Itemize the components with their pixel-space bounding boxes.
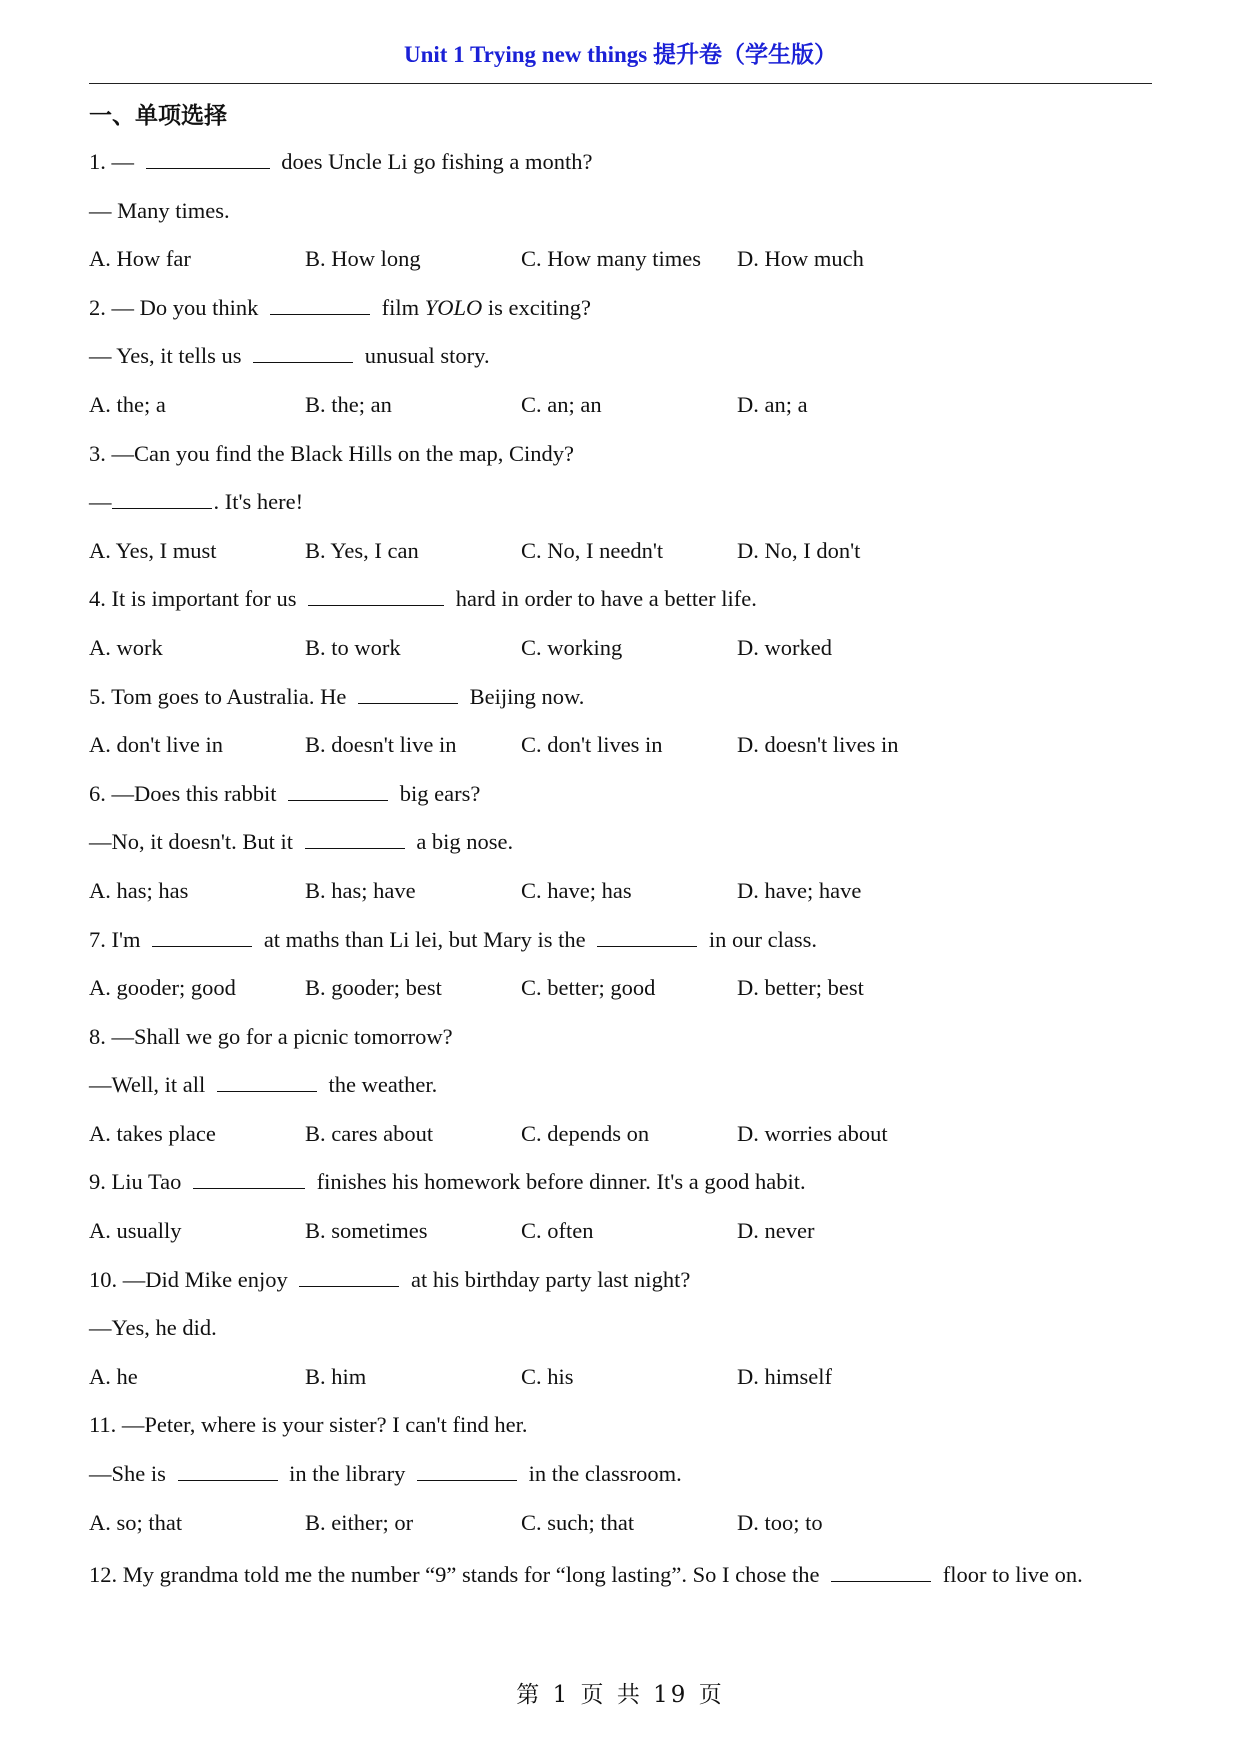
option-c: C. have; has xyxy=(521,877,632,903)
answer-blank xyxy=(308,587,444,606)
option-c: C. often xyxy=(521,1218,594,1244)
option-c: C. his xyxy=(521,1363,574,1389)
question-response-line xyxy=(89,191,1152,240)
option-c: C. No, I needn't xyxy=(521,537,664,563)
question-text: in our class. xyxy=(703,926,817,952)
question-text: does Uncle Li go fishing a month? xyxy=(275,149,593,174)
question-text: 2. — Do you think xyxy=(89,294,265,320)
answer-blank xyxy=(270,296,370,315)
question-text: —Yes, he did. xyxy=(89,1315,217,1341)
options-row xyxy=(89,628,1152,677)
question-text: 8. —Shall we go for a picnic tomorrow? xyxy=(89,1023,453,1049)
answer-blank xyxy=(152,928,252,947)
question-list xyxy=(89,142,1152,1600)
answer-blank xyxy=(358,685,458,704)
option-a: A. has; has xyxy=(89,877,189,903)
option-a: A. work xyxy=(89,634,163,660)
option-a: A. the; a xyxy=(89,391,166,417)
answer-blank xyxy=(299,1268,399,1287)
question-text: 7. I'm xyxy=(89,926,147,952)
option-a: A. takes place xyxy=(89,1120,216,1146)
question-text: a big nose. xyxy=(410,829,514,855)
question-text: finishes his homework before dinner. It's a good habit. xyxy=(311,1169,806,1195)
option-d: D. himself xyxy=(737,1363,832,1389)
page-header-title: Unit 1 Trying new things 提升卷（学生版） xyxy=(403,42,837,67)
question-text: at maths than Li lei, but Mary is the xyxy=(258,926,592,952)
answer-blank xyxy=(112,490,212,509)
question-text: hard in order to have a better life. xyxy=(450,586,757,612)
section-title: 一、单项选择 xyxy=(89,103,227,129)
question-text: Beijing now. xyxy=(463,683,585,709)
option-b: B. either; or xyxy=(305,1509,414,1535)
option-c: C. depends on xyxy=(521,1120,650,1146)
answer-blank xyxy=(178,1462,278,1481)
option-d: D. better; best xyxy=(737,975,864,1001)
option-b: B. gooder; best xyxy=(305,975,442,1001)
answer-blank xyxy=(305,830,405,849)
option-c: C. better; good xyxy=(521,975,656,1001)
options-row xyxy=(89,725,1152,774)
question-response-line xyxy=(89,336,1152,385)
option-b: B. the; an xyxy=(305,391,392,417)
option-b: B. sometimes xyxy=(305,1218,428,1244)
header-divider xyxy=(89,83,1152,84)
option-a: A. Yes, I must xyxy=(89,537,217,563)
italic-title: YOLO xyxy=(424,294,483,320)
question-text: —She is xyxy=(89,1461,172,1487)
options-row xyxy=(89,531,1152,580)
question-text: 10. —Did Mike enjoy xyxy=(89,1266,294,1292)
question-stem-1 xyxy=(89,142,1152,191)
question-stem-8 xyxy=(89,1017,1152,1066)
option-b: B. to work xyxy=(305,634,401,660)
question-text: — Yes, it tells us xyxy=(89,343,248,369)
question-text: floor to live on. xyxy=(937,1562,1083,1588)
question-text: the weather. xyxy=(322,1072,438,1098)
question-text: 9. Liu Tao xyxy=(89,1169,187,1195)
option-b: B. has; have xyxy=(305,877,416,903)
question-text: 6. —Does this rabbit xyxy=(89,780,283,806)
question-text: 1. — xyxy=(89,149,140,174)
answer-blank xyxy=(146,150,270,169)
question-stem-2 xyxy=(89,288,1152,337)
question-text: —No, it doesn't. But it xyxy=(89,829,299,855)
option-b: B. Yes, I can xyxy=(305,537,419,563)
question-text: 4. It is important for us xyxy=(89,586,303,612)
option-d: D. an; a xyxy=(737,391,808,417)
question-stem-6 xyxy=(89,774,1152,823)
option-c: C. How many times xyxy=(521,246,701,272)
question-text: 5. Tom goes to Australia. He xyxy=(89,683,352,709)
question-stem-3 xyxy=(89,434,1152,483)
question-text: —Well, it all xyxy=(89,1072,211,1098)
options-row xyxy=(89,968,1152,1017)
answer-blank xyxy=(253,344,353,363)
answer-blank xyxy=(831,1563,931,1582)
question-text: in the library xyxy=(283,1461,411,1487)
answer-blank xyxy=(597,928,697,947)
page-number: 第 1 页 共 19 页 xyxy=(516,1682,725,1708)
option-d: D. worked xyxy=(737,634,832,660)
question-text: — Many times. xyxy=(89,197,230,223)
question-text: 11. —Peter, where is your sister? I can't find her. xyxy=(89,1412,528,1438)
option-d: D. doesn't lives in xyxy=(737,732,899,758)
question-response-line xyxy=(89,822,1152,871)
options-row xyxy=(89,1357,1152,1406)
option-a: A. gooder; good xyxy=(89,975,236,1001)
option-b: B. How long xyxy=(305,246,421,272)
question-text: 12. My grandma told me the number “9” stands for “long lasting”. So I chose the xyxy=(89,1562,826,1588)
question-text: 3. —Can you find the Black Hills on the map, Cindy? xyxy=(89,440,574,466)
option-b: B. doesn't live in xyxy=(305,732,457,758)
question-response-line xyxy=(89,1454,1152,1503)
options-row xyxy=(89,239,1152,288)
question-text: is exciting? xyxy=(482,294,592,320)
option-a: A. usually xyxy=(89,1218,182,1244)
options-row xyxy=(89,871,1152,920)
option-d: D. How much xyxy=(737,246,864,272)
option-a: A. don't live in xyxy=(89,732,224,758)
question-text: big ears? xyxy=(394,780,481,806)
question-response-line xyxy=(89,482,1152,531)
answer-blank xyxy=(288,782,388,801)
question-stem-5 xyxy=(89,677,1152,726)
option-d: D. have; have xyxy=(737,877,862,903)
question-stem-4 xyxy=(89,579,1152,628)
answer-blank xyxy=(217,1073,317,1092)
question-stem-9 xyxy=(89,1162,1152,1211)
option-d: D. never xyxy=(737,1218,815,1244)
option-d: D. No, I don't xyxy=(737,537,861,563)
option-c: C. don't lives in xyxy=(521,732,663,758)
question-stem-10 xyxy=(89,1260,1152,1309)
options-row xyxy=(89,1503,1152,1552)
question-text: film xyxy=(376,294,425,320)
option-c: C. working xyxy=(521,634,623,660)
options-row xyxy=(89,1211,1152,1260)
option-d: D. worries about xyxy=(737,1120,888,1146)
question-text: unusual story. xyxy=(359,343,490,369)
option-b: B. cares about xyxy=(305,1120,434,1146)
question-text: in the classroom. xyxy=(522,1461,682,1487)
question-text: . It's here! xyxy=(213,489,304,515)
option-a: A. he xyxy=(89,1363,138,1389)
question-text: at his birthday party last night? xyxy=(405,1266,691,1292)
option-a: A. How far xyxy=(89,246,191,272)
question-stem-11 xyxy=(89,1405,1152,1454)
question-text: — xyxy=(89,489,112,515)
option-c: C. an; an xyxy=(521,391,602,417)
question-response-line xyxy=(89,1308,1152,1357)
options-row xyxy=(89,385,1152,434)
question-stem-7 xyxy=(89,920,1152,969)
answer-blank xyxy=(417,1462,517,1481)
option-a: A. so; that xyxy=(89,1509,183,1535)
option-d: D. too; to xyxy=(737,1509,823,1535)
options-row xyxy=(89,1114,1152,1163)
question-stem-12 xyxy=(89,1551,1152,1600)
question-response-line xyxy=(89,1065,1152,1114)
option-b: B. him xyxy=(305,1363,367,1389)
option-c: C. such; that xyxy=(521,1509,635,1535)
answer-blank xyxy=(193,1170,305,1189)
